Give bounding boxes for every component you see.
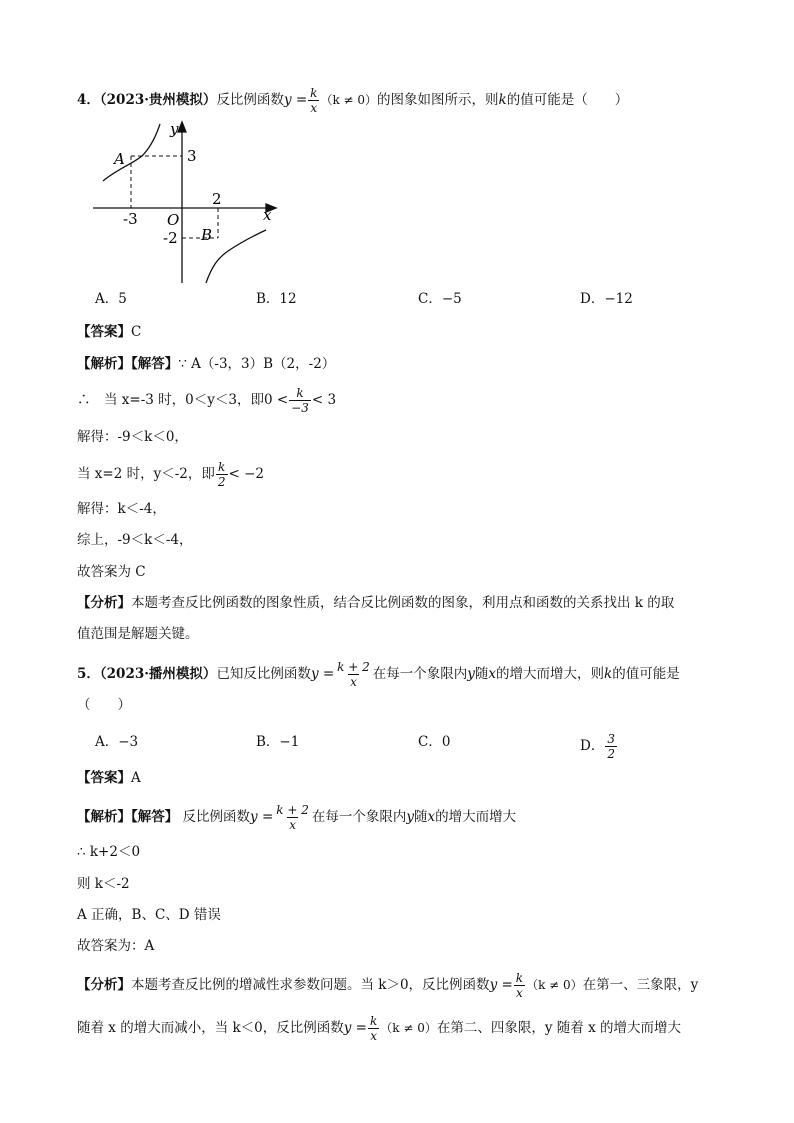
q5-fenxi-1: 【分析】本题考查反比例的增减性求参数问题。当 k＞0，反比例函数y = $\frac{k}{x}$ （k ≠ 0）在第一、三象限，y — [77, 971, 699, 1000]
q4-option-d[interactable]: D．−12 — [580, 291, 633, 307]
q5-option-d[interactable]: D． $\frac{3}{2}$ — [580, 732, 615, 761]
q5-option-c[interactable]: C．0 — [418, 734, 451, 750]
q5-fraction: $\frac{k + 2}{x}$ — [337, 660, 370, 689]
q4-fraction: $\frac{k}{x}$ — [310, 86, 318, 115]
q4-option-c[interactable]: C．−5 — [418, 291, 462, 307]
q4-analysis-3: 解得：-9＜k＜0， — [77, 429, 188, 445]
graph-label-b: B — [201, 226, 213, 244]
q5-option-a[interactable]: A．−3 — [95, 734, 139, 750]
q4-option-a[interactable]: A．5 — [95, 291, 127, 307]
q5-analysis-2: ∴ k+2＜0 — [77, 844, 141, 860]
graph-tick-m2: -2 — [163, 229, 178, 247]
graph-tick-m3: -3 — [123, 210, 138, 228]
q4-fenxi-1: 【分析】本题考查反比例函数的图象性质，结合反比例函数的图象，利用点和函数的关系找出 k 的取 — [77, 595, 675, 611]
q5-analysis-5: 故答案为：A — [77, 938, 155, 954]
graph-label-a: A — [114, 150, 125, 168]
graph-label-x: x — [263, 206, 272, 224]
graph-tick-3: 3 — [187, 147, 197, 165]
q4-fenxi-2: 值范围是解题关键。 — [77, 626, 199, 642]
q5-paren: （ ） — [77, 697, 131, 713]
q4-source: ．（2023·贵州模拟） — [86, 92, 217, 108]
q5-fenxi-2: 随着 x 的增大而减小，当 k＜0，反比例函数y = $\frac{k}{x}$ （k ≠ 0）在第二、四象限，y 随着 x 的增大而增大 — [77, 1014, 681, 1043]
q5-stem: 5．（2023·播州模拟）已知反比例函数y = $\frac{k + 2}{x}$ 在每一个象限内y随x的增大而增大，则k的值可能是 — [77, 660, 680, 689]
q5-analysis-3: 则 k＜-2 — [77, 876, 130, 892]
graph-label-y: y — [170, 120, 179, 138]
q4-option-b[interactable]: B．12 — [256, 291, 297, 307]
q4-answer: 【答案】C — [77, 324, 142, 340]
q4-analysis-4: 当 x=2 时，y＜-2，即 $\frac{k}{2}$ < −2 — [77, 460, 265, 489]
q4-analysis-6: 综上，-9＜k＜-4， — [77, 532, 193, 548]
q4-analysis-2: ∴ 当 x=-3 时，0＜y＜3，即0 < $\frac{k}{-3}$ < 3 — [77, 386, 337, 415]
q5-answer: 【答案】A — [77, 770, 141, 786]
q4-stem: 4．（2023·贵州模拟）反比例函数y = $\frac{k}{x}$ （k ≠ 0）的图象如图所示，则k的值可能是（ ） — [77, 86, 629, 115]
q4-graph — [88, 118, 288, 288]
q5-analysis-1: 【解析】【解答】 反比例函数y = $\frac{k + 2}{x}$ 在每一个象限内y随x的增大而增大 — [77, 803, 517, 832]
q5-source: ．（2023·播州模拟） — [86, 666, 217, 682]
q4-analysis-5: 解得：k＜-4， — [77, 501, 166, 517]
q4-analysis-7: 故答案为 C — [77, 564, 146, 580]
q5-option-b[interactable]: B．−1 — [256, 734, 300, 750]
graph-label-o: O — [167, 211, 180, 229]
graph-tick-2: 2 — [212, 190, 222, 208]
q4-number: 4 — [77, 92, 87, 108]
q5-analysis-4: A 正确，B、C、D 错误 — [77, 907, 221, 923]
q5-number: 5 — [77, 666, 87, 682]
q4-analysis-1: 【解析】【解答】∵ A（-3，3）B（2，-2） — [77, 356, 336, 372]
